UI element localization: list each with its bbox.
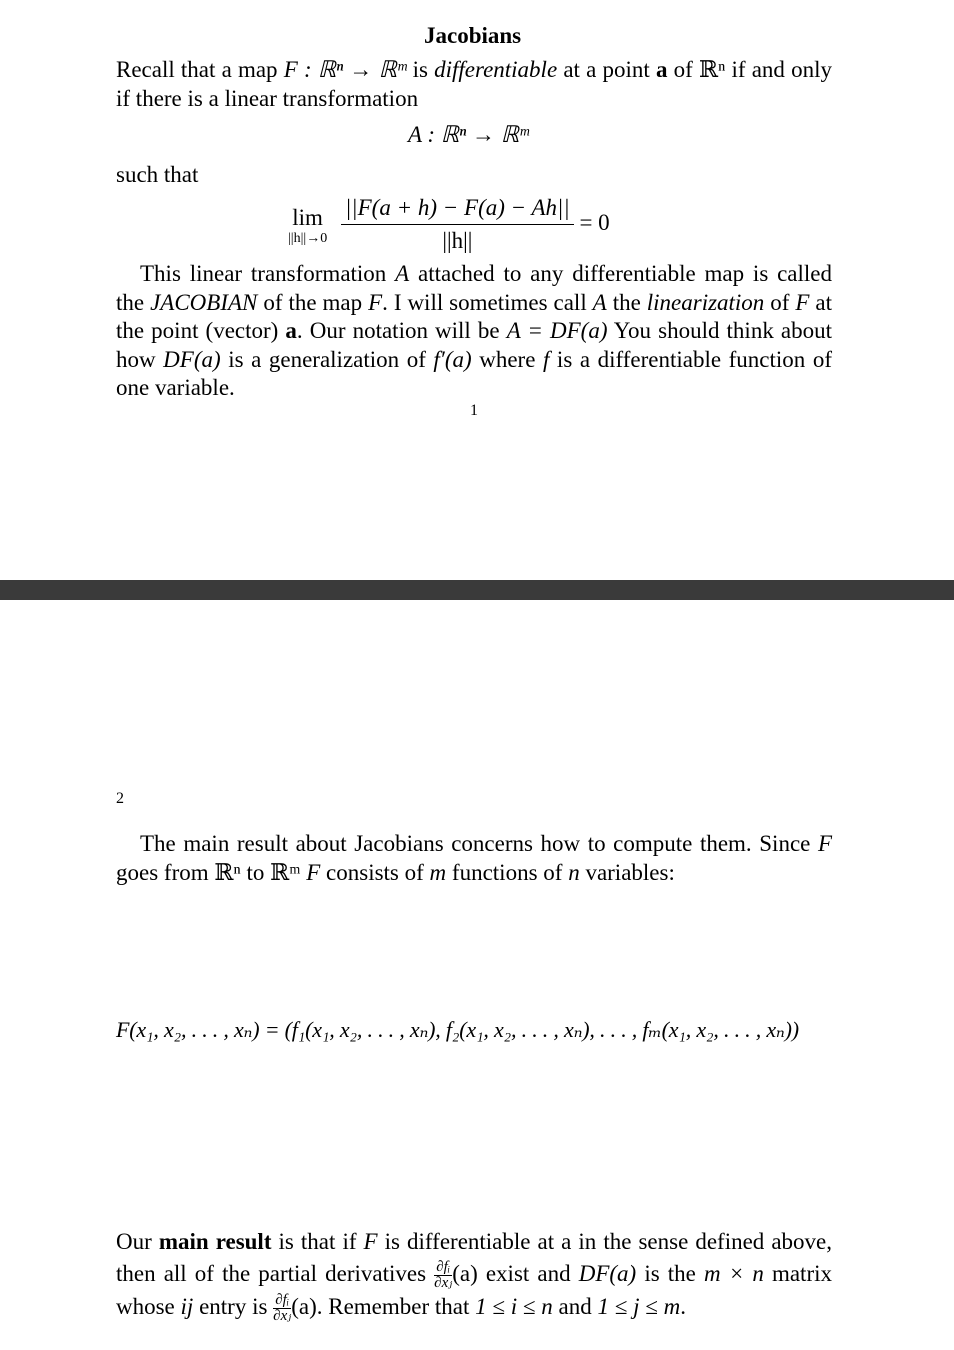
equation-linear-map: A : ℝⁿ → ℝᵐ [408, 122, 529, 147]
limit-numerator: ||F(a + h) − F(a) − Ah|| [341, 194, 574, 225]
page-number: 1 [470, 402, 478, 419]
paragraph-main-result: Our main result is that if F is differentiable at a in the sense defined above, then all of the partial derivatives $\frac{\text{∂fᵢ}}{\text{∂xⱼ}}$ (a) exist and DF(a) is the m × n matrix whose ij entry is $\frac{\text{∂fᵢ}}{\text{∂xⱼ}}$ (a). Remember that 1 ≤ i ≤ n and 1 ≤ j ≤ m. [116, 1229, 833, 1325]
page-divider [0, 580, 954, 600]
component-equation: F(x₁, x₂, . . . , xₙ) = (f₁(x₁, x₂, . . . , xₙ), f₂(x₁, x₂, . . . , xₙ), . . . , fₘ(x₁, x₂, . . . , xₙ)) [116, 1017, 799, 1042]
map-expression: F : ℝⁿ → ℝᵐ [283, 57, 407, 82]
partial-derivative: $\frac{\text{∂fᵢ}}{\text{∂xⱼ}}$ [273, 1292, 292, 1325]
partial-derivative: $\frac{\text{∂fᵢ}}{\text{∂xⱼ}}$ [434, 1259, 453, 1292]
page-1 [0, 0, 954, 580]
limit-operator: lim [292, 204, 323, 230]
page-2 [0, 600, 954, 1350]
page-number: 2 [116, 790, 124, 807]
limit-equation [288, 194, 610, 255]
limit-fraction [341, 194, 574, 255]
paragraph-definition: Recall that a map F : ℝⁿ → ℝᵐ is differentiable at a point a of ℝⁿ if and only if there is a linear transformation [116, 57, 832, 111]
point-a: a [655, 57, 668, 82]
page-title: Jacobians [424, 23, 522, 48]
limit-subscript: ||h||→0 [288, 230, 328, 246]
paragraph-functions: The main result about Jacobians concerns how to compute them. Since F goes from ℝⁿ to ℝᵐ F consists of m functions of n variables: [116, 831, 832, 885]
linearization-term: linearization [646, 289, 765, 315]
such-that-text: such that [116, 162, 199, 187]
differentiable-term: differentiable [434, 57, 558, 82]
limit-denominator: ||h|| [442, 228, 473, 253]
paragraph-jacobian: This linear transformation A attached to any differentiable map is called the JACOBIAN of the map F. I will sometimes call A the linearization of F at the point (vector) a. Our notation will be A = DF(a) You should think about how DF(a) is a generalization of f′(a) where f is a differentiable function of one variable. [116, 261, 833, 400]
limit-rhs: = 0 [579, 209, 610, 235]
main-result-term: main result [158, 1229, 272, 1254]
jacobian-term: JACOBIAN [150, 289, 258, 315]
